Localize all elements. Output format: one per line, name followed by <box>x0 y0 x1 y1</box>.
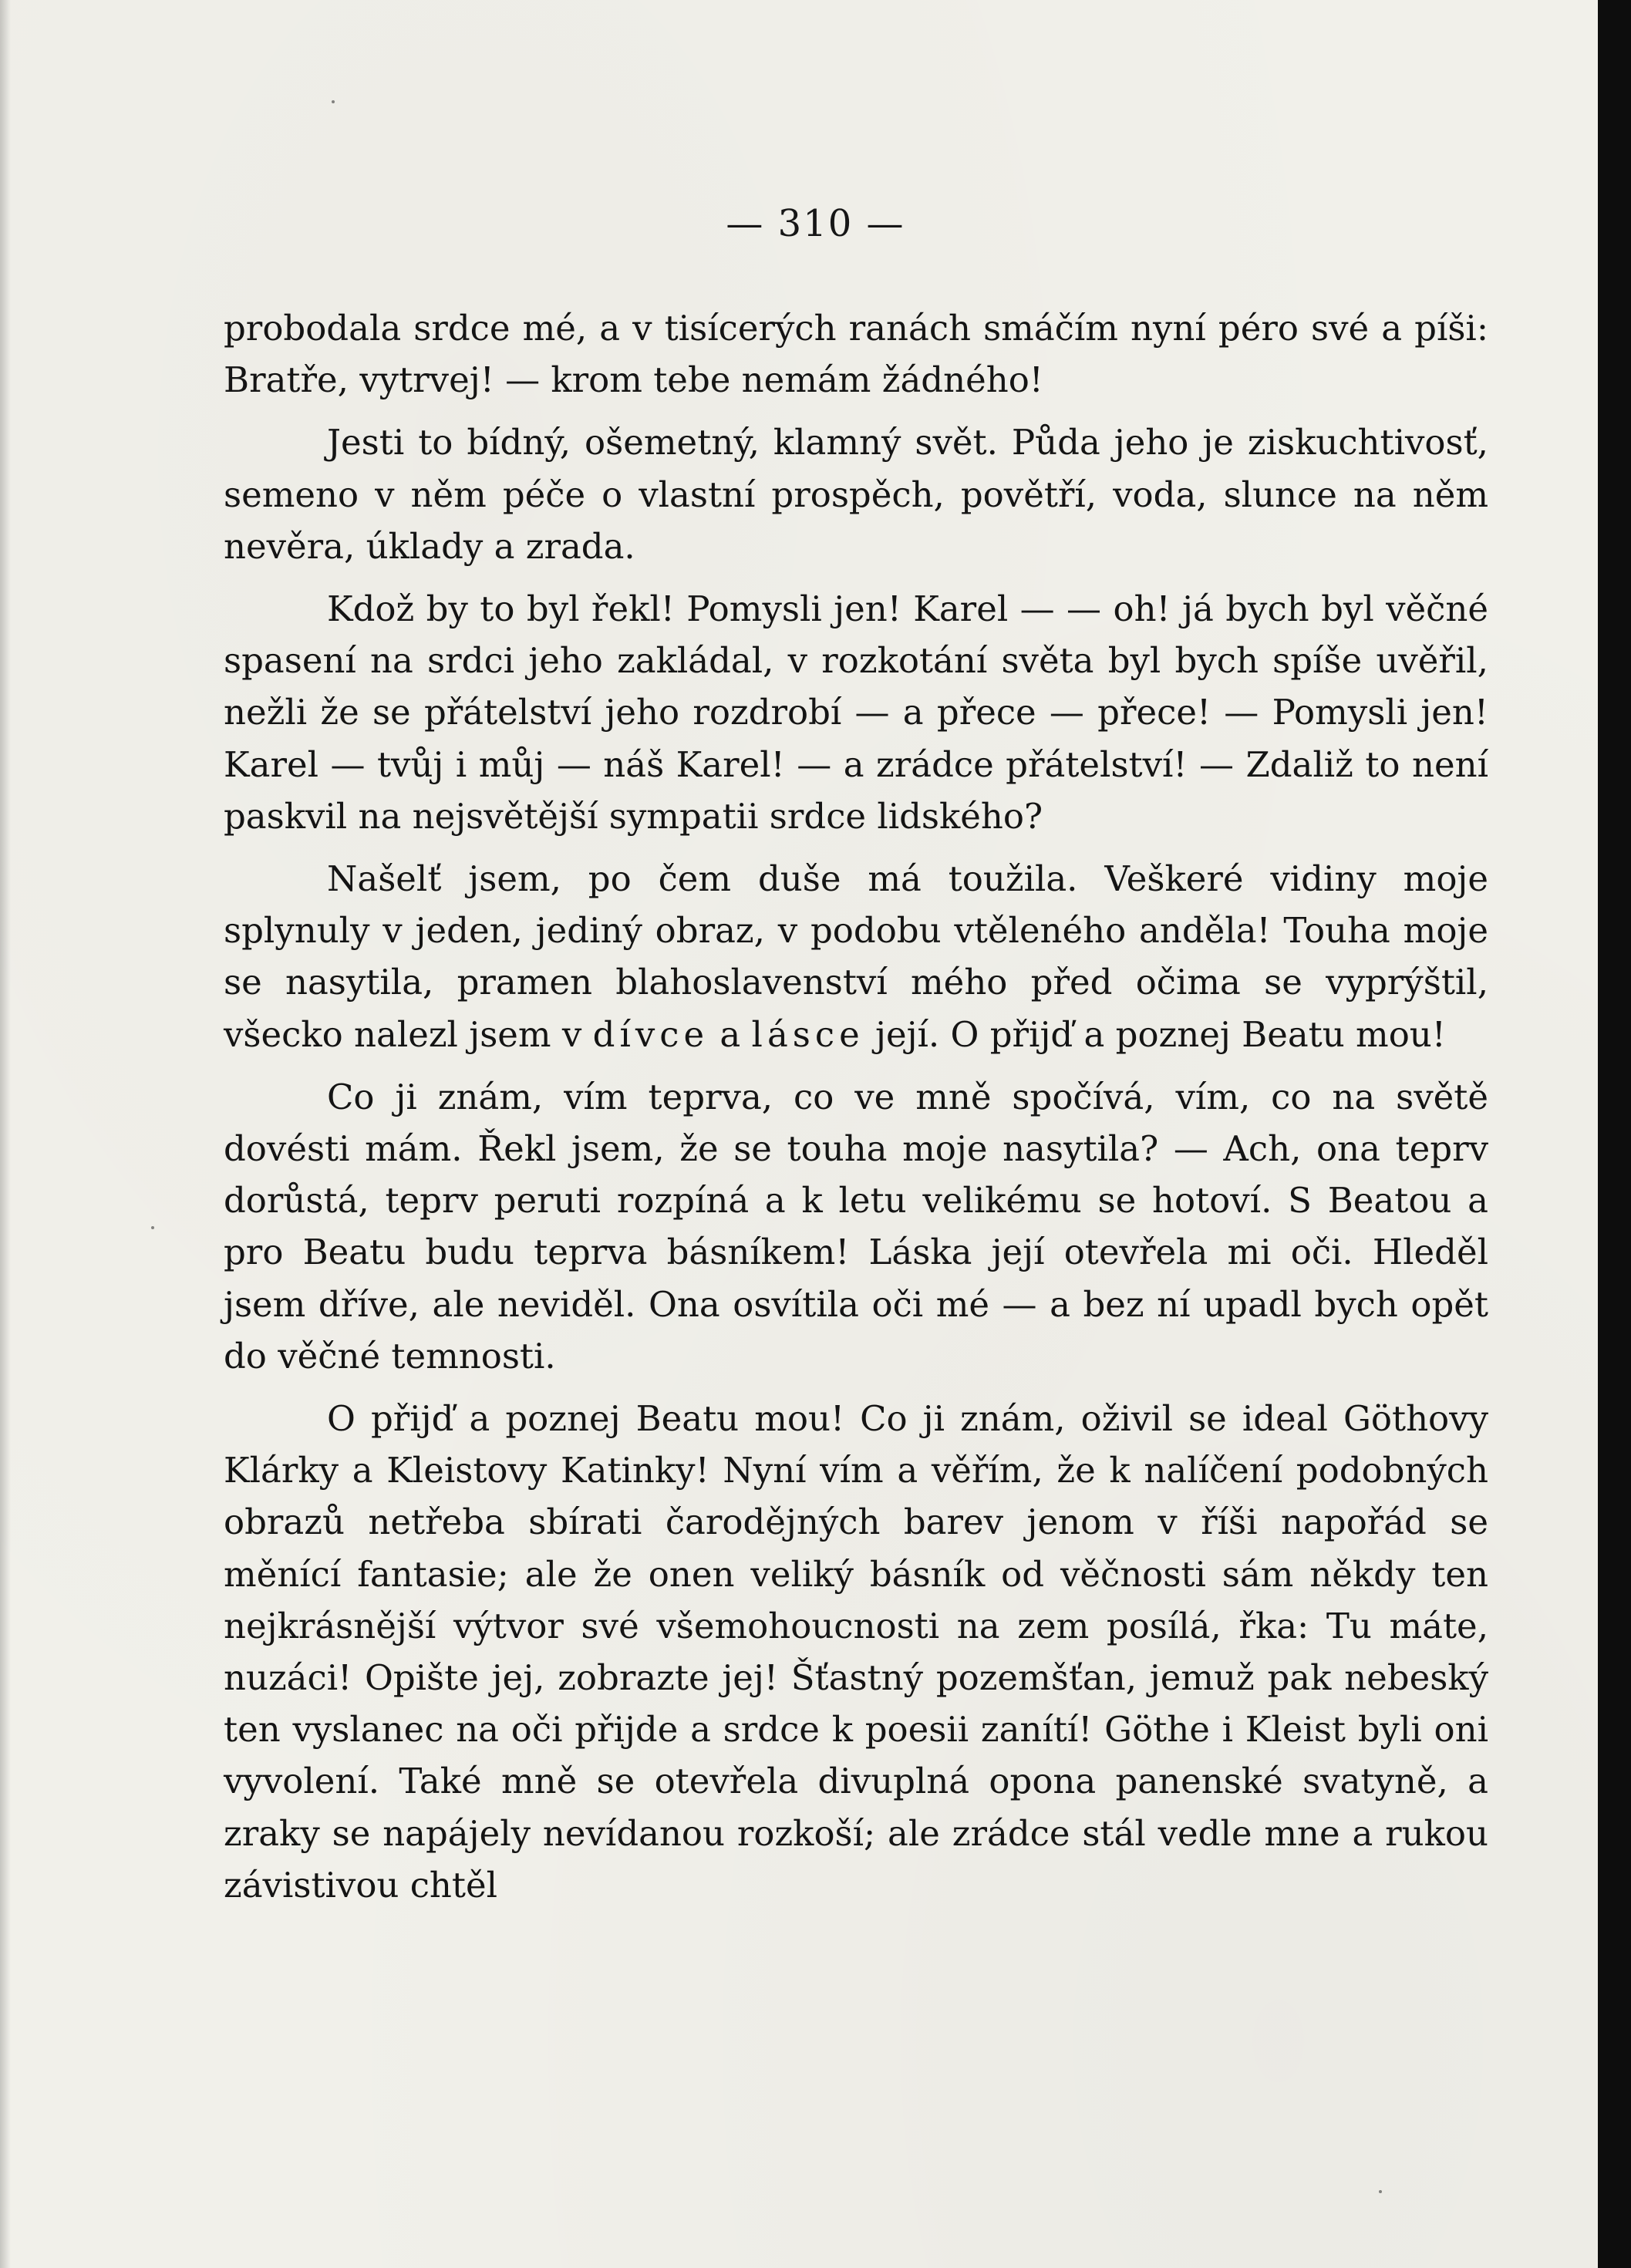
page-number: — 310 — <box>726 202 905 245</box>
paragraph-4 <box>224 853 1488 1060</box>
spaced-word-divce: dívce <box>592 1013 709 1055</box>
scan-border-right <box>1598 0 1631 2268</box>
paragraph-5: Co ji znám, vím teprva, co ve mně spočívá, vím, co na světě dovésti mám. Řekl jsem, že se touha moje nasytila? — Ach, ona teprv dorůstá, teprv peruti rozpíná a k letu velikému se hotoví. S Beatou a pro Beatu budu teprva básníkem! Láska její otevřela mi oči. Hleděl jsem dříve, ale neviděl. Ona osvítila oči mé — a bez ní upadl bych opět do věčné temnosti. <box>224 1076 1488 1377</box>
paper-speck <box>332 100 335 103</box>
paragraph-4-text-before: Našelť jsem, po čem duše má toužila. Veškeré vidiny moje splynuly v jeden, jediný obraz, v podobu vtěleného anděla! Touha moje se nasytila, pramen blahoslavenství mého před očima se vyprýštil, všecko nalezl jsem v <box>224 858 1488 1055</box>
paragraph-6: O přijď a poznej Beatu mou! Co ji znám, oživil se ideal Göthovy Klárky a Kleistovy Katinky! Nyní vím a věřím, že k nalíčení podobných obrazů netřeba sbírati čarodějných barev jenom v říši napořád se měnící fantasie; ale že onen veliký básník od věčnosti sám někdy ten nejkrásnější výtvor své všemohoucnosti na zem posílá, řka: Tu máte, nuzáci! Opište jej, zobrazte jej! Šťastný pozemšťan, jemuž pak nebeský ten vyslanec na oči přijde a srdce k poesii zanítí! Göthe i Kleist byli oni vyvolení. Také mně se otevřela divuplná opona panenské svatyně, a zraky se napájely nevídanou rozkoší; ale zrádce stál vedle mne a rukou závistivou chtěl <box>224 1398 1488 1906</box>
paper-speck <box>1379 2190 1382 2193</box>
paragraph-3: Kdož by to byl řekl! Pomysli jen! Karel — — oh! já bych byl věčné spasení na srdci jeho zakládal, v rozkotání světa byl bych spíše uvěřil, nežli že se přátelství jeho rozdrobí — a přece — přece! — Pomysli jen! Karel — tvůj i můj — náš Karel! — a zrádce přátelství! — Zdaliž to není paskvil na nejsvětější sympatii srdce lidského? <box>224 588 1488 837</box>
paragraph-4-text-middle: a <box>709 1013 752 1055</box>
paper-speck <box>151 1226 154 1229</box>
spaced-word-lasce: lásce <box>751 1013 864 1055</box>
paragraph-1: probodala srdce mé, a v tisícerých ranách smáčím nyní péro své a píši: Bratře, vytrvej! — krom tebe nemám žádného! <box>224 308 1488 401</box>
paragraph-4-text-after: její. O přijď a poznej Beatu mou! <box>864 1013 1446 1055</box>
page-body-text <box>224 302 1488 1911</box>
paragraph-2: Jesti to bídný, ošemetný, klamný svět. Půda jeho je ziskuchtivosť, semeno v něm péče o vlastní prospěch, povětří, voda, slunce na něm nevěra, úklady a zrada. <box>224 422 1488 567</box>
page-edge-shadow <box>0 0 11 2268</box>
